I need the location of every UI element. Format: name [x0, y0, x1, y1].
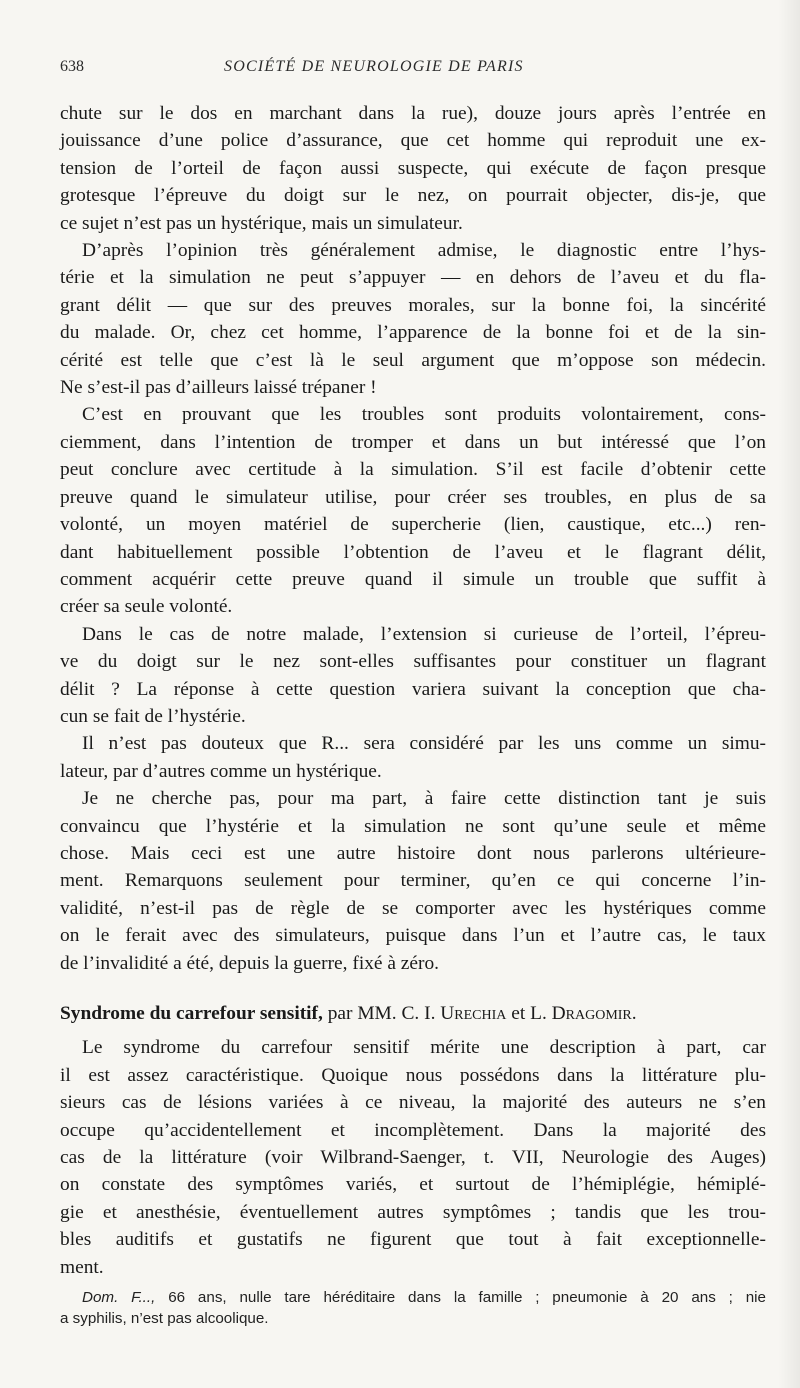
text-line: Ne s’est-il pas d’ailleurs laissé trépaner ! [60, 377, 377, 399]
text-line: grant délit — que sur des preuves morales, sur la bonne foi, la sincérité [60, 294, 766, 316]
text-line: Dans le cas de notre malade, l’extension si curieuse de l’orteil, l’épreu- [82, 623, 766, 645]
text-line: cérité est telle que c’est là le seul argument que m’oppose son médecin. [60, 349, 766, 371]
section-title-authors-mid: et L. [506, 1003, 552, 1024]
case-note [60, 1287, 766, 1329]
text-line: cas de la littérature (voir Wilbrand-Saenger, t. VII, Neurologie des Auges) [60, 1147, 766, 1169]
text-line: Je ne cherche pas, pour ma part, à faire cette distinction tant je suis [82, 788, 766, 810]
text-line: D’après l’opinion très généralement admise, le diagnostic entre l’hys- [82, 240, 766, 262]
text-line: ment. [60, 1256, 104, 1278]
text-line: grotesque l’épreuve du doigt sur le nez, on pourrait objecter, dis-je, que [60, 185, 766, 207]
text-line: délit ? La réponse à cette question variera suivant la conception que cha- [60, 678, 766, 700]
text-line: C’est en prouvant que les troubles sont produits volontairement, cons- [82, 404, 766, 426]
page-number: 638 [60, 58, 84, 75]
author-urechia: Urechia [440, 1003, 507, 1024]
text-line: chose. Mais ceci est une autre histoire dont nous parlerons ultérieure- [60, 842, 766, 864]
text-line: validité, n’est-il pas de règle de se comporter avec les hystériques comme [60, 897, 766, 919]
case-note-line: a syphilis, n’est pas alcoolique. [60, 1310, 269, 1328]
text-line: Le syndrome du carrefour sensitif mérite une description à part, car [82, 1037, 766, 1059]
running-title: SOCIÉTÉ DE NEUROLOGIE DE PARIS [224, 58, 524, 75]
case-note-line1-text: 66 ans, nulle tare héréditaire dans la famille ; pneumonie à 20 ans ; nie [155, 1289, 767, 1307]
text-line: volonté, un moyen matériel de supercherie (lien, caustique, etc...) ren- [60, 514, 766, 536]
section-title [60, 1000, 766, 1027]
text-line: cun se fait de l’hystérie. [60, 705, 246, 727]
text-line: térie et la simulation ne peut s’appuyer — en dehors de l’aveu et du fla- [60, 267, 766, 289]
author-dragomir: Dragomir. [551, 1003, 637, 1024]
text-line: dant habituellement possible l’obtention de l’aveu et le flagrant délit, [60, 541, 766, 563]
text-line: bles auditifs et gustatifs ne figurent que tout à fait exceptionnelle- [60, 1229, 766, 1251]
section-title-authors-prefix: par MM. C. I. [322, 1003, 441, 1024]
text-line: de l’invalidité a été, depuis la guerre, fixé à zéro. [60, 952, 440, 974]
text-line: tension de l’orteil de façon aussi suspecte, qui exécute de façon presque [60, 157, 766, 179]
text-line: ce sujet n’est pas un hystérique, mais un simulateur. [60, 212, 463, 234]
text-line: il est assez caractéristique. Quoique nous possédons dans la littérature plu- [60, 1064, 766, 1086]
text-line: chute sur le dos en marchant dans la rue), douze jours après l’entrée en [60, 103, 766, 124]
body-text-block-1 [60, 100, 766, 977]
text-line: ciemment, dans l’intention de tromper et dans un but intéressé que l’on [60, 431, 766, 453]
case-note-line [60, 1287, 766, 1308]
section-title-heading: Syndrome du carrefour sensitif, [60, 1003, 323, 1024]
text-line: ve du doigt sur le nez sont-elles suffisantes pour constituer un flagrant [60, 651, 766, 673]
text-line: jouissance d’une police d’assurance, que cet homme qui reproduit une ex- [60, 130, 766, 152]
text-line: comment acquérir cette preuve quand il simule un trouble que suffit à [60, 568, 766, 590]
text-line: Il n’est pas douteux que R... sera considéré par les uns comme un simu- [82, 733, 766, 755]
text-line: gie et anesthésie, éventuellement autres symptômes ; tandis que les trou- [60, 1201, 766, 1223]
text-line: ment. Remarquons seulement pour terminer, qu’en ce qui concerne l’in- [60, 870, 766, 892]
text-line: on le ferait avec des simulateurs, puisque dans l’un et l’autre cas, le taux [60, 925, 766, 947]
body-text-block-2 [60, 1034, 766, 1281]
text-line: preuve quand le simulateur utilise, pour créer ses troubles, en plus de sa [60, 486, 766, 508]
text-line: sieurs cas de lésions variées à ce niveau, la majorité des auteurs ne s’en [60, 1092, 766, 1114]
text-line: créer sa seule volonté. [60, 596, 233, 618]
page-header [60, 58, 766, 88]
page-edge-shadow [778, 0, 800, 1388]
text-line: peut conclure avec certitude à la simulation. S’il est facile d’obtenir cette [60, 459, 766, 481]
text-line: du malade. Or, chez cet homme, l’apparence de la bonne foi et de la sin- [60, 322, 766, 344]
text-line: occupe qu’accidentellement et incomplètement. Dans la majorité des [60, 1119, 766, 1141]
text-line: on constate des symptômes variés, et surtout de l’hémiplégie, hémiplé- [60, 1174, 766, 1196]
text-line: lateur, par d’autres comme un hystérique. [60, 760, 382, 782]
text-line: convaincu que l’hystérie et la simulation ne sont qu’une seule et même [60, 815, 766, 837]
case-note-patient: Dom. F..., [82, 1289, 156, 1307]
document-page [60, 58, 766, 1329]
